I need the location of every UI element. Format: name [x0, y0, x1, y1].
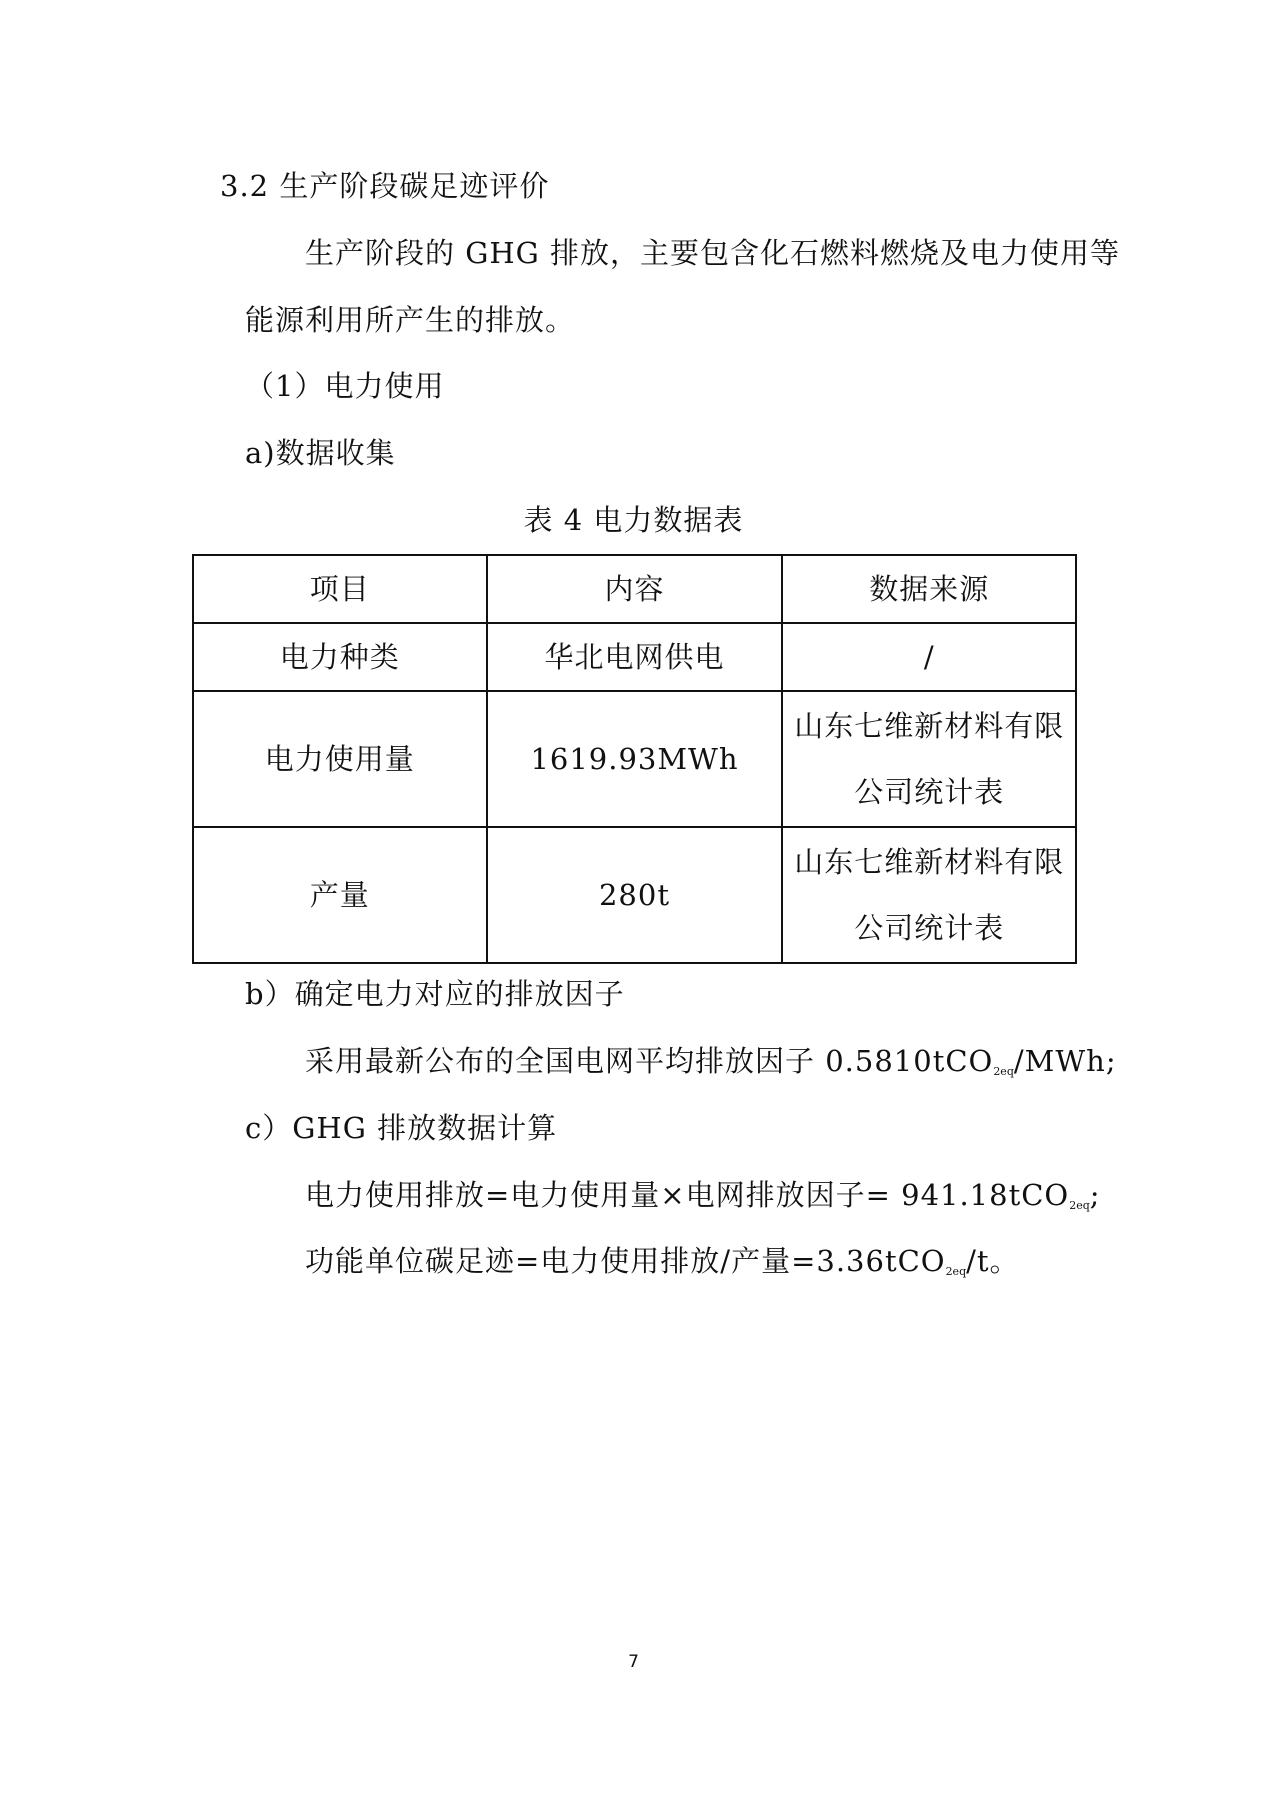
- table-row: [193, 623, 1076, 691]
- table-cell-source: [782, 827, 1076, 963]
- table-row: [193, 691, 1076, 827]
- table-header-cell: 数据来源: [782, 555, 1076, 623]
- table-caption: 表 4 电力数据表: [523, 503, 744, 537]
- intro-paragraph-line1: 生产阶段的 GHG 排放，主要包含化石燃料燃烧及电力使用等: [305, 236, 1121, 270]
- formula1-subscript: 2eq: [1069, 1199, 1090, 1212]
- table-cell-content: 华北电网供电: [487, 623, 783, 691]
- table-cell-content: 280t: [487, 827, 783, 963]
- table-header-cell: 项目: [193, 555, 487, 623]
- table-header-cell: 内容: [487, 555, 783, 623]
- formula1-text: 电力使用排放=电力使用量×电网排放因子= 941.18tCO: [305, 1178, 1070, 1212]
- table-cell-source: /: [782, 623, 1076, 691]
- table-header-row: [193, 555, 1076, 623]
- source-line1: 山东七维新材料有限: [794, 709, 1065, 743]
- source-line1: 山东七维新材料有限: [794, 845, 1065, 879]
- subheading-electricity-use: （1）电力使用: [245, 369, 445, 403]
- electricity-data-table: [192, 554, 1077, 964]
- source-line2: 公司统计表: [854, 911, 1005, 945]
- intro-paragraph-line2: 能源利用所产生的排放。: [245, 303, 576, 337]
- factor-subscript: 2eq: [993, 1065, 1014, 1078]
- functional-unit-footprint-formula: [305, 1241, 1020, 1292]
- table-row: [193, 827, 1076, 963]
- formula1-suffix: ;: [1089, 1178, 1101, 1212]
- formula2-text: 功能单位碳足迹=电力使用排放/产量=3.36tCO: [305, 1244, 946, 1278]
- item-b-emission-factor: b）确定电力对应的排放因子: [245, 977, 625, 1011]
- table-cell-item: 电力种类: [193, 623, 487, 691]
- formula2-subscript: 2eq: [945, 1265, 967, 1278]
- emission-factor-statement: [305, 1041, 1117, 1092]
- table-cell-item: 产量: [193, 827, 487, 963]
- item-c-ghg-calculation: c）GHG 排放数据计算: [245, 1111, 558, 1145]
- section-heading: 3.2 生产阶段碳足迹评价: [220, 169, 550, 203]
- factor-text: 采用最新公布的全国电网平均排放因子 0.5810tCO: [305, 1044, 994, 1078]
- table-cell-content: 1619.93MWh: [487, 691, 783, 827]
- factor-unit: /MWh;: [1013, 1044, 1117, 1078]
- page-number: 7: [628, 1652, 639, 1672]
- item-a-data-collection: a)数据收集: [245, 436, 396, 470]
- formula2-suffix: /t。: [966, 1244, 1020, 1278]
- source-line2: 公司统计表: [854, 775, 1005, 809]
- electricity-emission-formula: [305, 1175, 1101, 1226]
- table-cell-item: 电力使用量: [193, 691, 487, 827]
- table-cell-source: [782, 691, 1076, 827]
